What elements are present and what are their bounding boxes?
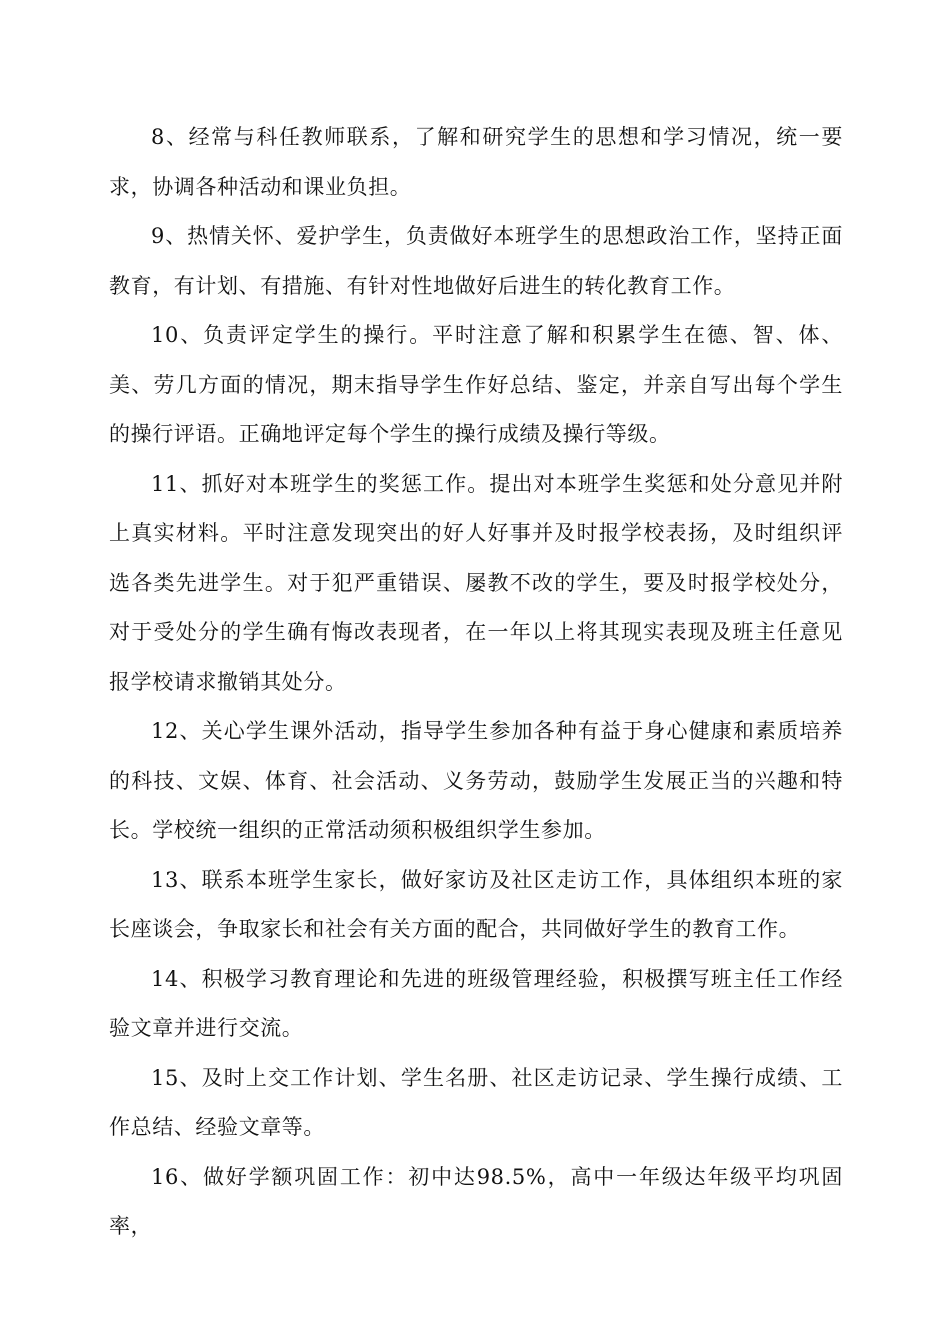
paragraph-item-16: 16、做好学额巩固工作：初中达98.5%，高中一年级达年级平均巩固率， (109, 1164, 843, 1238)
paragraph-item-12: 12、关心学生课外活动，指导学生参加各种有益于身心健康和素质培养的科技、文娱、体育、社会活动、义务劳动，鼓励学生发展正当的兴趣和特长。学校统一组织的正常活动须积极组织学生参加。 (109, 719, 843, 842)
paragraph-item-10: 10、负责评定学生的操行。平时注意了解和积累学生在德、智、体、美、劳几方面的情况，期末指导学生作好总结、鉴定，并亲自写出每个学生的操行评语。正确地评定每个学生的操行成绩及操行等级。 (109, 323, 843, 446)
paragraph-item-9: 9、热情关怀、爱护学生，负责做好本班学生的思想政治工作，坚持正面教育，有计划、有措施、有针对性地做好后进生的转化教育工作。 (109, 224, 843, 298)
paragraph-item-11: 11、抓好对本班学生的奖惩工作。提出对本班学生奖惩和处分意见并附上真实材料。平时注意发现突出的好人好事并及时报学校表扬，及时组织评选各类先进学生。对于犯严重错误、屡教不改的学生，要及时报学校处分，对于受处分的学生确有悔改表现者，在一年以上将其现实表现及班主任意见报学校请求撤销其处分。 (109, 471, 843, 694)
paragraph-item-13: 13、联系本班学生家长，做好家访及社区走访工作，具体组织本班的家长座谈会，争取家长和社会有关方面的配合，共同做好学生的教育工作。 (109, 867, 843, 941)
document-body (109, 113, 843, 1252)
paragraph-item-15: 15、及时上交工作计划、学生名册、社区走访记录、学生操行成绩、工作总结、经验文章等。 (109, 1065, 843, 1139)
paragraph-item-14: 14、积极学习教育理论和先进的班级管理经验，积极撰写班主任工作经验文章并进行交流。 (109, 966, 843, 1040)
paragraph-item-8: 8、经常与科任教师联系，了解和研究学生的思想和学习情况，统一要求，协调各种活动和课业负担。 (109, 125, 843, 199)
